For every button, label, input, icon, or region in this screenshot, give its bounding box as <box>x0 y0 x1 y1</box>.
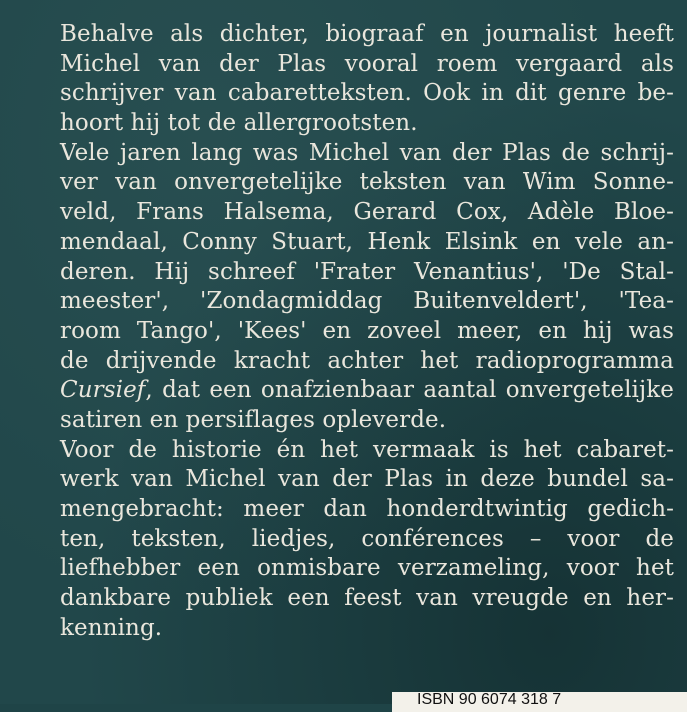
text-line: Behalve als dichter, biograaf en journalist heeft <box>60 21 674 47</box>
text-fragment: , dat een onafzienbaar aantal onvergetelijke <box>145 377 674 404</box>
text-line <box>60 376 674 406</box>
text-line: deren. Hij schreef 'Frater Venantius', 'De Stal- <box>60 258 674 285</box>
program-title: Cursief <box>60 377 146 404</box>
text-line: ver van onvergetelijke teksten van Wim Sonne- <box>60 169 674 196</box>
text-line: mendaal, Conny Stuart, Henk Elsink en vele an- <box>60 228 674 255</box>
text-line: dankbare publiek een feest van vreugde en her- <box>60 585 674 612</box>
text-line: meester', 'Zondagmiddag Buitenveldert', 'Tea- <box>60 288 674 315</box>
text-line: de drijvende kracht achter het radioprogramma <box>60 347 674 374</box>
text-line: ten, teksten, liedjes, conférences – voor de <box>60 525 674 552</box>
text-line: Vele jaren lang was Michel van der Plas de schrij- <box>60 139 674 166</box>
text-line: schrijver van cabaretteksten. Ook in dit genre be- <box>60 80 674 107</box>
text-line: room Tango', 'Kees' en zoveel meer, en hij was <box>60 317 674 344</box>
text-line: satiren en persiflages opleverde. <box>60 406 447 433</box>
isbn-label: ISBN 90 6074 318 7 <box>392 692 687 712</box>
text-line: werk van Michel van der Plas in deze bundel sa- <box>60 466 674 493</box>
text-line: kenning. <box>60 614 163 641</box>
text-line: mengebracht: meer dan honderdtwintig gedich- <box>60 496 674 522</box>
blurb-text <box>60 20 674 643</box>
text-line: Voor de historie én het vermaak is het cabaret- <box>60 436 674 463</box>
text-line: liefhebber een onmisbare verzameling, voor het <box>60 555 674 582</box>
text-line: hoort hij tot de allergrootsten. <box>60 110 418 137</box>
text-line: Michel van der Plas vooral roem vergaard als <box>60 50 674 77</box>
text-line: veld, Frans Halsema, Gerard Cox, Adèle Bloe- <box>60 199 674 226</box>
